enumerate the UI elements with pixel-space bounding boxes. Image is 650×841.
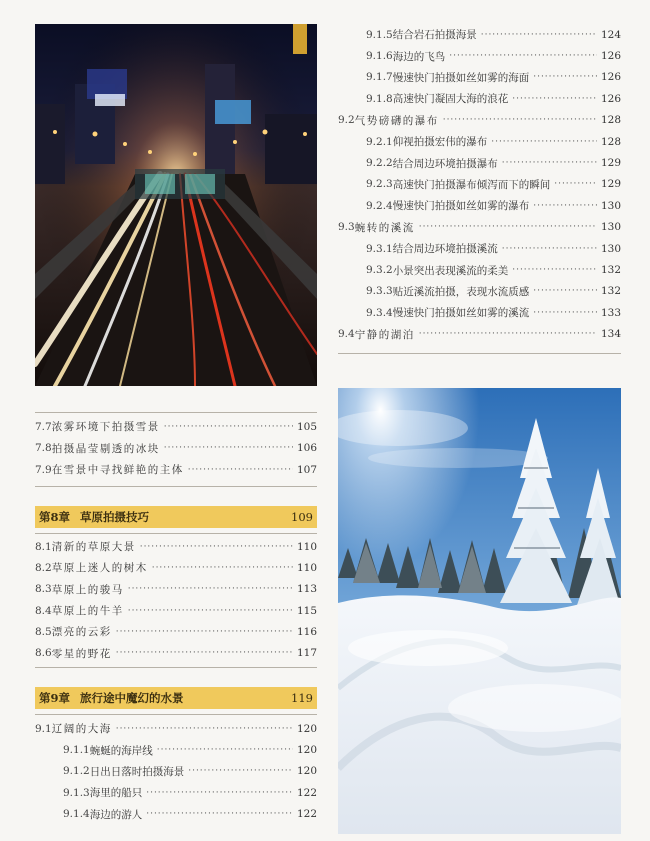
toc-entry-page: 107: [296, 463, 317, 476]
chapter-9-title: 旅行途中魔幻的水景: [80, 691, 184, 705]
toc-entry-page: 110: [296, 561, 317, 574]
toc-leader-dots: [157, 745, 293, 755]
toc-entry: [35, 600, 317, 621]
toc-entry: [338, 238, 621, 259]
toc-entry-page: 120: [296, 744, 317, 757]
toc-entry-title: 草原上的骏马: [51, 583, 124, 596]
toc-entry-page: 129: [600, 157, 621, 170]
toc-entry: [35, 557, 317, 578]
toc-leader-dots: [481, 30, 597, 40]
toc-entry: [35, 643, 317, 664]
toc-entry-number: 9.3: [338, 221, 355, 234]
snow-forest-photo: [338, 388, 621, 834]
toc-entry: [338, 131, 621, 152]
toc-entry: [338, 195, 621, 216]
toc-entry-title: 仰视拍摄宏伟的瀑布: [392, 136, 488, 149]
toc-entry-page: 120: [296, 765, 317, 778]
toc-entry-page: 106: [296, 442, 317, 455]
toc-entry: [338, 174, 621, 195]
toc-entry-number: 9.1.4: [63, 808, 90, 821]
toc-entry-title: 海里的船只: [89, 787, 143, 800]
toc-entry-number: 8.4: [35, 604, 52, 617]
night-traffic-image: [35, 24, 317, 386]
toc-entry-title: 浓雾环境下拍摄雪景: [51, 421, 160, 434]
divider-top-right: [338, 353, 621, 354]
toc-leader-dots: [419, 329, 597, 339]
toc-leader-dots: [554, 179, 597, 189]
toc-entry: [338, 259, 621, 280]
toc-ch8: [35, 536, 317, 666]
toc-entry-number: 9.2.4: [366, 199, 393, 212]
toc-entry-page: 132: [600, 285, 621, 298]
toc-entry-number: 9.1: [35, 722, 52, 735]
toc-entry: [35, 718, 317, 739]
chapter-8-page: 109: [291, 510, 313, 524]
chapter-8-title: 草原拍摄技巧: [80, 510, 150, 524]
toc-leader-dots: [419, 222, 597, 232]
toc-entry: [35, 761, 317, 782]
toc-leader-dots: [116, 724, 293, 734]
night-traffic-photo: [35, 24, 317, 386]
toc-entry: [338, 152, 621, 173]
toc-leader-dots: [512, 265, 597, 275]
toc-entry-page: 122: [296, 786, 317, 799]
toc-entry-page: 110: [296, 540, 317, 553]
toc-entry-title: 蜿蜒的海岸线: [89, 744, 153, 757]
chapter-8-number: 第8章: [39, 510, 71, 524]
toc-entry-page: 132: [600, 264, 621, 277]
toc-entry-number: 8.6: [35, 647, 52, 660]
toc-entry: [35, 782, 317, 803]
toc-entry-number: 9.1.3: [63, 786, 90, 799]
toc-entry-number: 9.1.5: [366, 28, 393, 41]
toc-entry: [338, 24, 621, 45]
toc-entry: [338, 281, 621, 302]
chapter-9-number: 第9章: [39, 691, 71, 705]
divider-ch7-top: [35, 412, 317, 413]
toc-entry-number: 9.1.2: [63, 765, 90, 778]
toc-entry-page: 128: [600, 135, 621, 148]
toc-entry: [35, 739, 317, 760]
divider-ch8-top: [35, 533, 317, 534]
toc-leader-dots: [140, 542, 293, 552]
toc-entry-number: 9.1.1: [63, 744, 90, 757]
toc-leader-dots: [128, 606, 293, 616]
toc-entry-number: 9.2.3: [366, 178, 393, 191]
toc-entry-number: 9.4: [338, 328, 355, 341]
toc-entry-title: 漂亮的云彩: [51, 626, 112, 639]
chapter-8-header: [35, 506, 317, 528]
toc-entry: [338, 110, 621, 131]
chapter-9-header: [35, 687, 317, 709]
toc-entry-number: 7.9: [35, 463, 52, 476]
toc-leader-dots: [533, 72, 597, 82]
toc-leader-dots: [146, 788, 293, 798]
toc-entry-title: 草原上迷人的树木: [51, 562, 148, 575]
divider-ch8-bottom: [35, 667, 317, 668]
toc-entry-title: 海边的游人: [89, 808, 143, 821]
toc-entry-page: 126: [600, 92, 621, 105]
toc-leader-dots: [164, 422, 293, 432]
toc-entry: [35, 416, 317, 438]
toc-leader-dots: [116, 627, 293, 637]
toc-leader-dots: [128, 584, 293, 594]
toc-entry-title: 辽阔的大海: [51, 723, 112, 736]
toc-entry-number: 9.2: [338, 114, 355, 127]
toc-entry-number: 7.8: [35, 442, 52, 455]
toc-entry-page: 126: [600, 50, 621, 63]
toc-entry-title: 草原上的牛羊: [51, 605, 124, 618]
toc-leader-dots: [188, 465, 293, 475]
toc-entry-title: 宁静的湖泊: [354, 328, 415, 341]
toc-entry: [35, 438, 317, 460]
toc-entry-number: 8.1: [35, 540, 52, 553]
toc-entry-title: 高速快门凝固大海的浪花: [392, 93, 509, 106]
toc-entry-page: 129: [600, 178, 621, 191]
toc-entry: [35, 621, 317, 642]
toc-ch7: [35, 416, 317, 486]
toc-entry-page: 105: [296, 420, 317, 433]
toc-entry: [338, 45, 621, 66]
toc-entry-page: 124: [600, 28, 621, 41]
toc-entry-number: 9.1.7: [366, 71, 393, 84]
toc-entry-page: 122: [296, 808, 317, 821]
snow-forest-image: [338, 388, 621, 834]
toc-entry-number: 9.3.3: [366, 285, 393, 298]
toc-leader-dots: [533, 308, 597, 318]
toc-entry: [338, 88, 621, 109]
toc-entry-title: 海边的飞鸟: [392, 50, 446, 63]
divider-ch9-top: [35, 714, 317, 715]
toc-entry: [35, 804, 317, 825]
toc-entry: [338, 217, 621, 238]
toc-entry-number: 9.2.2: [366, 157, 393, 170]
toc-ch9: [35, 718, 317, 828]
toc-leader-dots: [491, 137, 597, 147]
toc-leader-dots: [533, 286, 597, 296]
toc-leader-dots: [116, 648, 293, 658]
toc-top-right: [338, 24, 621, 344]
toc-entry-title: 结合周边环境拍摄瀑布: [392, 157, 498, 170]
toc-entry: [35, 579, 317, 600]
toc-entry-number: 9.1.6: [366, 50, 393, 63]
toc-entry-title: 慢速快门拍摄如丝如雾的瀑布: [392, 200, 530, 213]
toc-entry-page: 130: [600, 221, 621, 234]
toc-leader-dots: [146, 809, 293, 819]
toc-entry-title: 慢速快门拍摄如丝如雾的溪流: [392, 307, 530, 320]
toc-entry-title: 结合岩石拍摄海景: [392, 29, 477, 42]
toc-entry-page: 116: [296, 625, 317, 638]
toc-entry-page: 130: [600, 199, 621, 212]
toc-entry-title: 拍摄晶莹剔透的冰块: [51, 442, 160, 455]
divider-ch7-bottom: [35, 486, 317, 487]
toc-entry-number: 9.3.1: [366, 242, 393, 255]
toc-entry-title: 在雪景中寻找鲜艳的主体: [51, 464, 184, 477]
toc-entry-number: 8.2: [35, 561, 52, 574]
toc-entry-page: 113: [296, 583, 317, 596]
toc-entry-number: 8.3: [35, 583, 52, 596]
toc-entry-page: 126: [600, 71, 621, 84]
toc-entry-title: 结合周边环境拍摄溪流: [392, 243, 498, 256]
toc-entry: [35, 459, 317, 481]
toc-entry: [338, 302, 621, 323]
toc-entry-title: 高速快门拍摄瀑布倾泻而下的瞬间: [392, 178, 551, 191]
toc-entry-page: 130: [600, 242, 621, 255]
toc-entry-title: 日出日落时拍摄海景: [89, 765, 185, 778]
toc-leader-dots: [443, 115, 597, 125]
toc-leader-dots: [502, 244, 597, 254]
toc-entry-number: 7.7: [35, 420, 52, 433]
toc-leader-dots: [502, 158, 597, 168]
toc-entry-number: 8.5: [35, 625, 52, 638]
toc-entry: [35, 536, 317, 557]
toc-entry-page: 117: [296, 647, 317, 660]
toc-leader-dots: [512, 94, 597, 104]
toc-entry-title: 小景突出表现溪流的柔美: [392, 264, 509, 277]
toc-entry-title: 慢速快门拍摄如丝如雾的海面: [392, 71, 530, 84]
toc-entry-number: 9.1.8: [366, 92, 393, 105]
toc-leader-dots: [533, 201, 597, 211]
toc-entry-page: 120: [296, 722, 317, 735]
toc-entry-page: 115: [296, 604, 317, 617]
toc-entry-title: 零星的野花: [51, 647, 112, 660]
chapter-9-page: 119: [291, 691, 313, 705]
toc-entry-title: 蜿转的溪流: [354, 221, 415, 234]
toc-entry: [338, 324, 621, 345]
toc-entry-title: 清新的草原大景: [51, 541, 136, 554]
toc-entry: [338, 67, 621, 88]
toc-entry-title: 贴近溪流拍摄，表现水流质感: [392, 285, 530, 298]
toc-entry-title: 气势磅礴的瀑布: [354, 114, 439, 127]
toc-leader-dots: [164, 443, 293, 453]
toc-leader-dots: [449, 51, 597, 61]
toc-leader-dots: [188, 766, 293, 776]
toc-entry-page: 128: [600, 114, 621, 127]
toc-entry-page: 134: [600, 328, 621, 341]
toc-entry-number: 9.3.2: [366, 264, 393, 277]
toc-entry-number: 9.2.1: [366, 135, 393, 148]
toc-leader-dots: [152, 563, 293, 573]
toc-entry-number: 9.3.4: [366, 306, 393, 319]
toc-entry-page: 133: [600, 306, 621, 319]
